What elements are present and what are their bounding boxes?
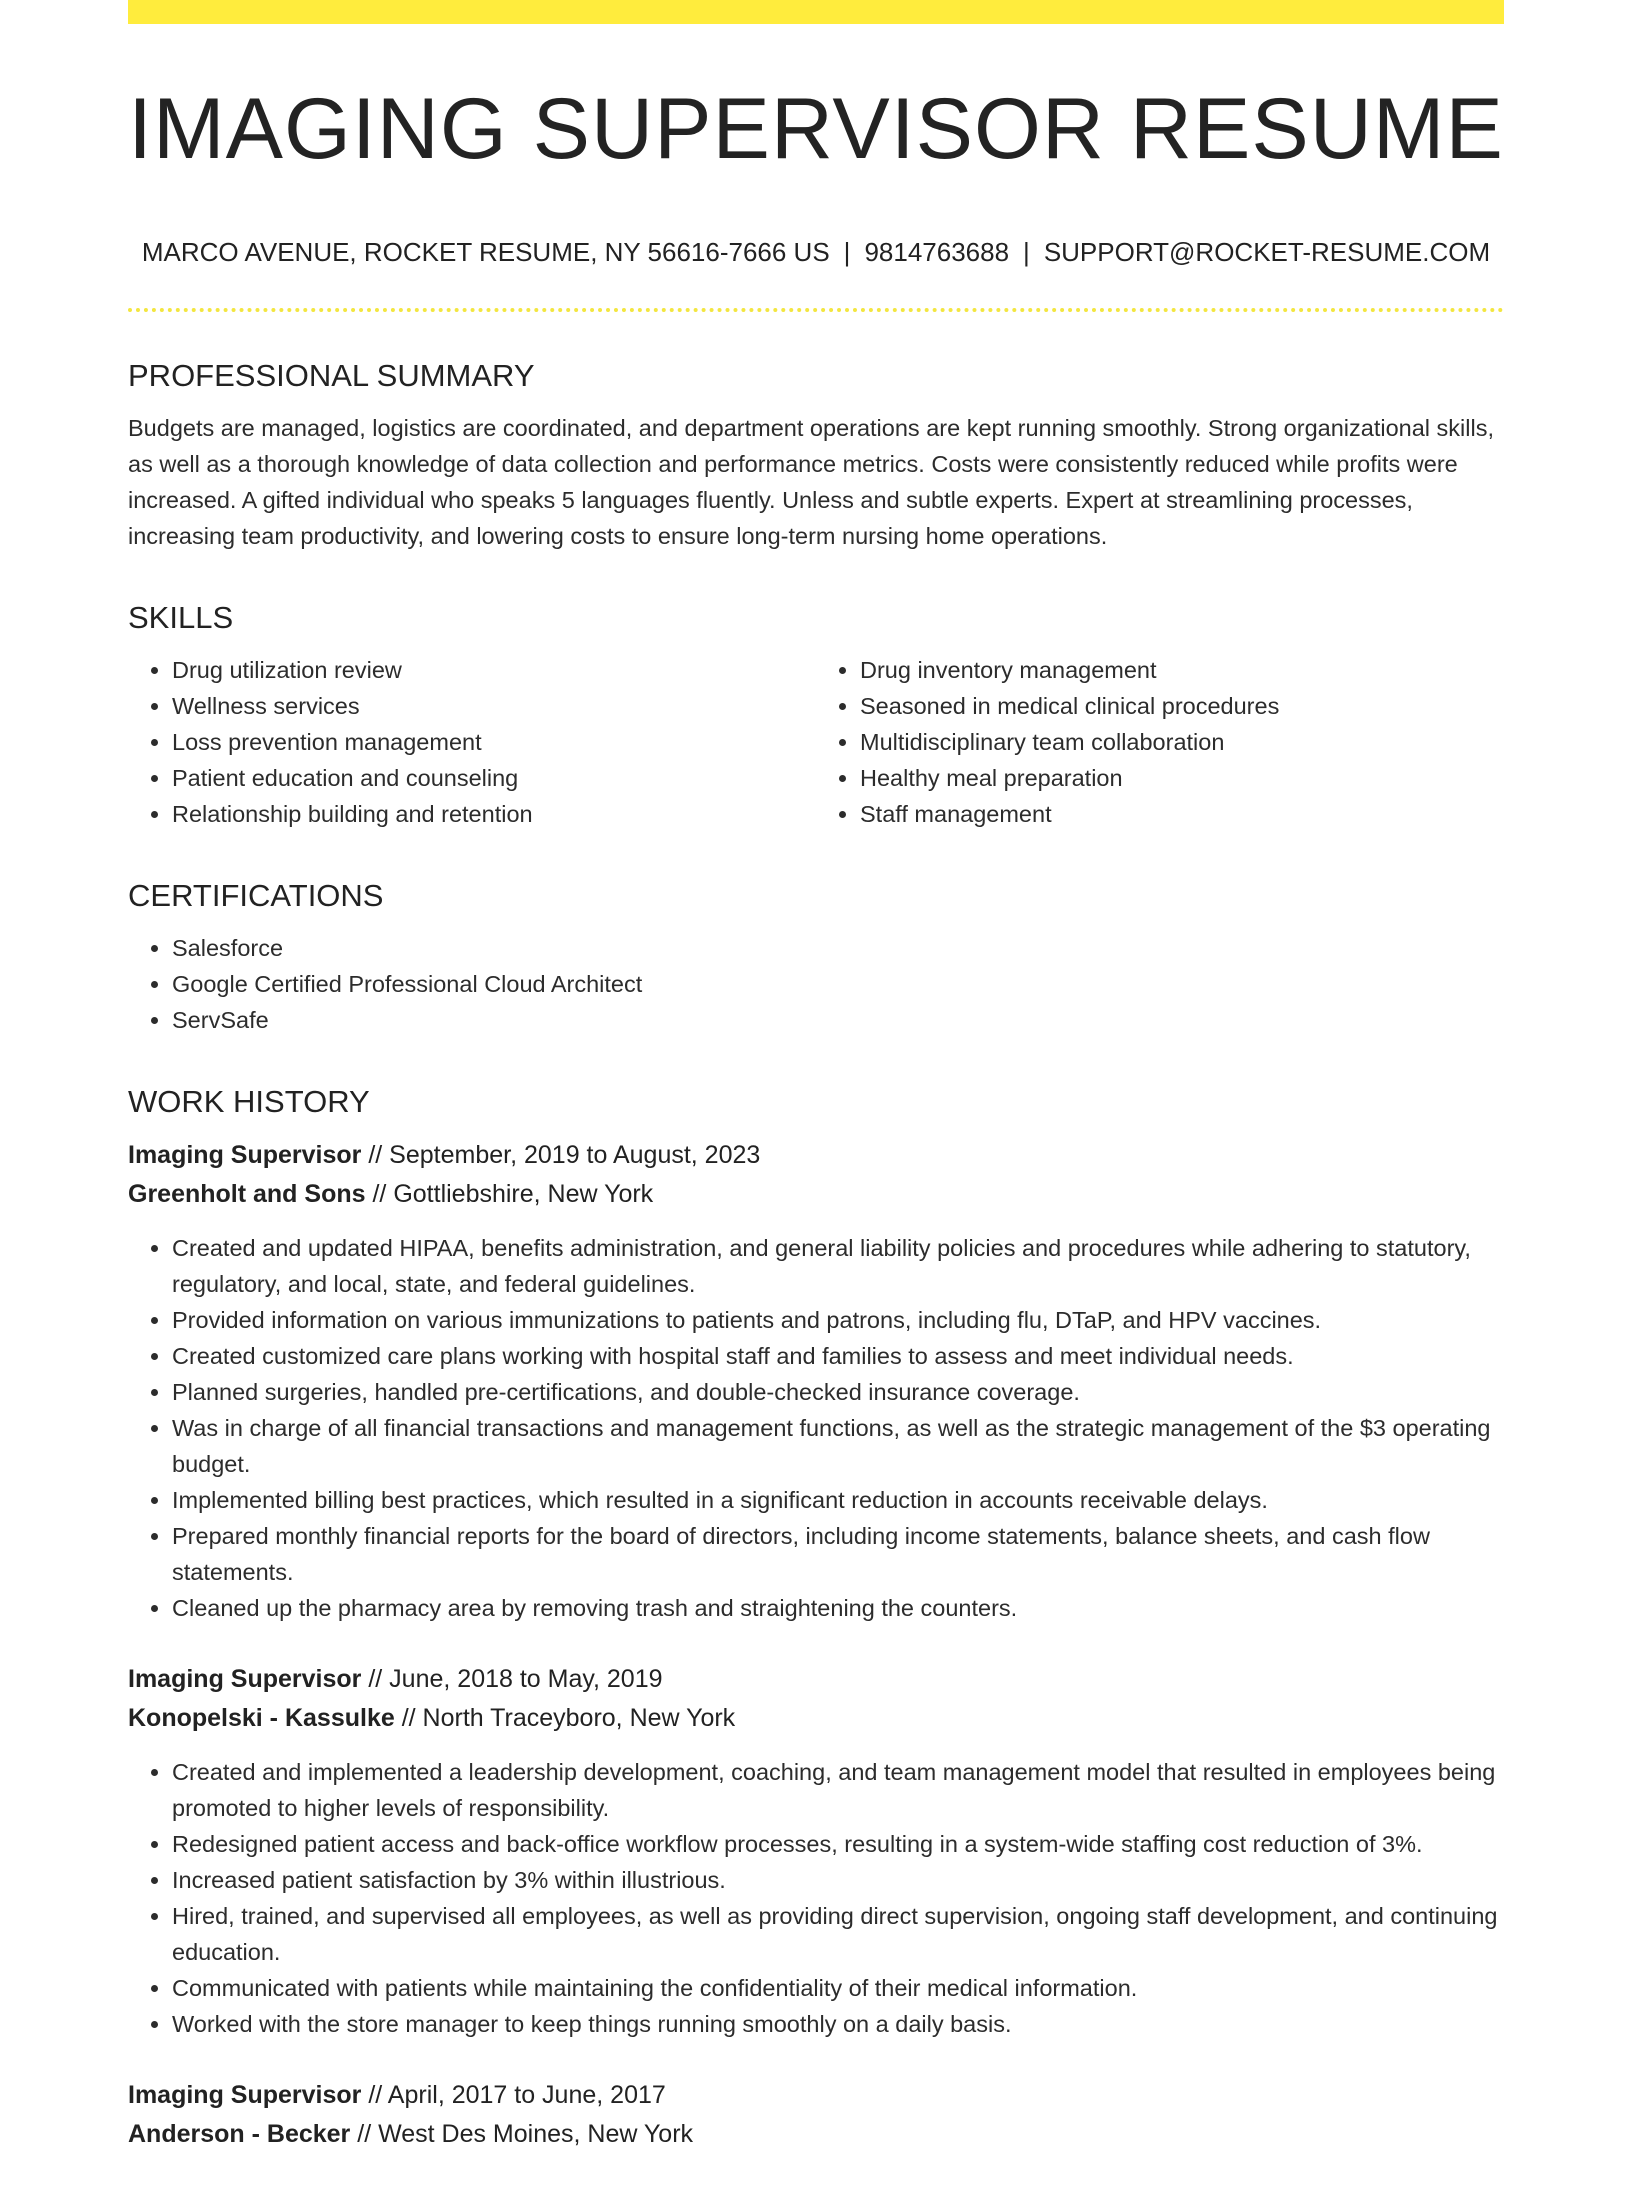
job-location: // West Des Moines, New York	[357, 2119, 694, 2148]
skill-item: • Loss prevention management	[172, 724, 816, 760]
summary-heading: PROFESSIONAL SUMMARY	[128, 357, 535, 393]
job-company: Konopelski - Kassulke	[128, 1703, 395, 1732]
job-company-line	[128, 2115, 1504, 2154]
address: MARCO AVENUE, ROCKET RESUME, NY 56616-7666 US	[141, 236, 830, 267]
job-company-line	[128, 1175, 1504, 1214]
skills-list-left	[128, 652, 816, 832]
job-entry	[128, 1660, 1504, 2042]
job-bullets	[128, 1754, 1504, 2042]
certification-item: • Google Certified Professional Cloud Architect	[172, 966, 1504, 1002]
job-title: Imaging Supervisor	[128, 2080, 362, 2109]
separator: |	[843, 236, 851, 267]
job-title-line	[128, 2076, 1504, 2115]
job-bullet: • Implemented billing best practices, which resulted in a significant reduction in accounts receivable delays.	[172, 1482, 1504, 1518]
skills-columns	[128, 652, 1504, 832]
certifications-heading: CERTIFICATIONS	[128, 877, 384, 913]
skill-item: • Seasoned in medical clinical procedures	[860, 688, 1504, 724]
job-dates: // June, 2018 to May, 2019	[368, 1664, 663, 1693]
top-accent-bar	[128, 0, 1504, 24]
job-location: // Gottliebshire, New York	[372, 1179, 654, 1208]
skills-list-right	[816, 652, 1504, 832]
job-location: // North Traceyboro, New York	[401, 1703, 736, 1732]
separator: |	[1023, 236, 1030, 267]
job-title-line	[128, 1136, 1504, 1175]
skill-item: • Wellness services	[172, 688, 816, 724]
skill-item: • Staff management	[860, 796, 1504, 832]
skill-item: • Relationship building and retention	[172, 796, 816, 832]
job-company: Anderson - Becker	[128, 2119, 351, 2148]
job-company-line	[128, 1699, 1504, 1738]
resume-title: IMAGING SUPERVISOR RESUME	[128, 81, 1504, 177]
job-bullets	[128, 1230, 1504, 1626]
skill-item: • Patient education and counseling	[172, 760, 816, 796]
job-dates: // September, 2019 to August, 2023	[368, 1140, 761, 1169]
skill-item: • Multidisciplinary team collaboration	[860, 724, 1504, 760]
job-bullet: • Worked with the store manager to keep things running smoothly on a daily basis.	[172, 2006, 1504, 2042]
work-history-heading: WORK HISTORY	[128, 1083, 370, 1119]
email: SUPPORT@ROCKET-RESUME.COM	[1043, 236, 1491, 267]
contact-line	[128, 237, 1504, 268]
dotted-divider	[128, 308, 1504, 312]
job-title-line	[128, 1660, 1504, 1699]
phone: 9814763688	[864, 236, 1010, 267]
job-bullet: • Created and implemented a leadership development, coaching, and team management model that resulted in employees being promoted to higher levels of responsibility.	[172, 1754, 1504, 1826]
job-bullet: • Cleaned up the pharmacy area by removing trash and straightening the counters.	[172, 1590, 1504, 1626]
job-bullet: • Hired, trained, and supervised all employees, as well as providing direct supervision, ongoing staff development, and continuing education.	[172, 1898, 1504, 1970]
job-company: Greenholt and Sons	[128, 1179, 366, 1208]
skill-item: • Drug utilization review	[172, 652, 816, 688]
job-entry	[128, 1136, 1504, 1626]
certification-item: • ServSafe	[172, 1002, 1504, 1038]
job-bullet: • Planned surgeries, handled pre-certifications, and double-checked insurance coverage.	[172, 1374, 1504, 1410]
job-bullet: • Communicated with patients while maintaining the confidentiality of their medical information.	[172, 1970, 1504, 2006]
job-bullet: • Provided information on various immunizations to patients and patrons, including flu, DTaP, and HPV vaccines.	[172, 1302, 1504, 1338]
job-bullet: • Created customized care plans working with hospital staff and families to assess and meet individual needs.	[172, 1338, 1504, 1374]
resume-page	[128, 0, 1504, 2188]
skill-item: • Healthy meal preparation	[860, 760, 1504, 796]
job-bullet: • Created and updated HIPAA, benefits administration, and general liability policies and procedures while adhering to statutory, regulatory, and local, state, and federal guidelines.	[172, 1230, 1504, 1302]
certifications-list	[128, 930, 1504, 1038]
job-bullet: • Prepared monthly financial reports for the board of directors, including income statements, balance sheets, and cash flow statements.	[172, 1518, 1504, 1590]
job-dates: // April, 2017 to June, 2017	[368, 2080, 666, 2109]
job-bullet: • Was in charge of all financial transactions and management functions, as well as the strategic management of the $3 operating budget.	[172, 1410, 1504, 1482]
skills-heading: SKILLS	[128, 599, 234, 635]
job-title: Imaging Supervisor	[128, 1140, 362, 1169]
job-title: Imaging Supervisor	[128, 1664, 362, 1693]
skill-item: • Drug inventory management	[860, 652, 1504, 688]
job-bullet: • Redesigned patient access and back-office workflow processes, resulting in a system-wide staffing cost reduction of 3%.	[172, 1826, 1504, 1862]
job-entry	[128, 2076, 1504, 2154]
job-bullet: • Increased patient satisfaction by 3% within illustrious.	[172, 1862, 1504, 1898]
summary-text: Budgets are managed, logistics are coordinated, and department operations are kept running smoothly. Strong organizational skills, as well as a thorough knowledge of data collection and performance metrics. Costs were consistently reduced while profits were increased. A gifted individual who speaks 5 languages fluently. Unless and subtle experts. Expert at streamlining processes, increasing team productivity, and lowering costs to ensure long-term nursing home operations.	[128, 414, 1494, 549]
certification-item: • Salesforce	[172, 930, 1504, 966]
